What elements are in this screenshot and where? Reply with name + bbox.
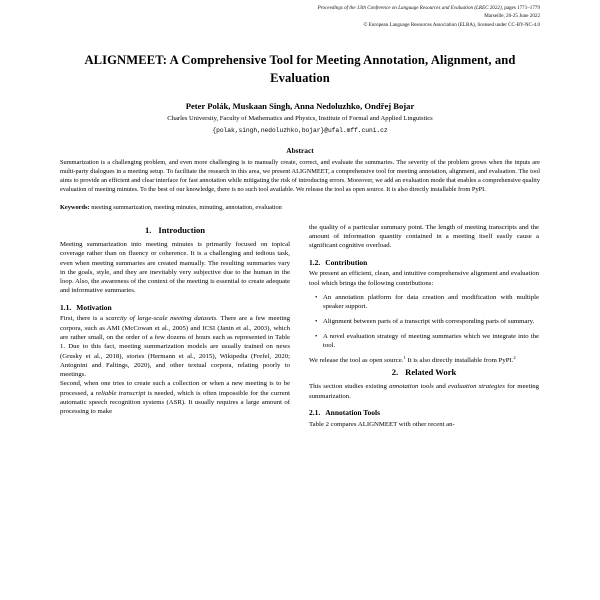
related-work-mid: and — [433, 383, 448, 391]
abstract-body: Summarization is a challenging problem, and even more challenging is to manually create, correct, and evaluate the summaries. The severity of the problem grows when the inputs are multi-party dialogues in a meeting setup. To facilitate the research in this area, we present ALIGNMEET, a comprehensive tool for meeting annotation, alignment, and evaluation. The tool aims to provide an efficient and clear interface for fast annotation while mitigating the risk of introducing errors. Moreover, we add an evaluation mode that enables a comprehensive quality evaluation of meeting minutes. To the best of our knowledge, there is no such tool available. We release the tool as open source. It is also directly installable from PyPI. — [60, 158, 540, 193]
keywords-value: meeting summarization, meeting minutes, minuting, annotation, evaluation — [89, 203, 282, 211]
motivation-p2-emphasis: reliable transcript — [95, 389, 146, 397]
release-text-rest: It is also directly installable from PyPI. — [405, 356, 514, 364]
abstract-heading: Abstract — [286, 145, 314, 155]
author-list: Peter Polák, Muskaan Singh, Anna Nedoluzhko, Ondřej Bojar — [185, 101, 415, 111]
release-text-lead: We release the tool as open source. — [309, 356, 404, 364]
subsection-number: 2.1. — [309, 407, 321, 417]
footnote-marker-2[interactable]: 2 — [513, 354, 516, 360]
section-title: Introduction — [158, 224, 206, 235]
section-number: 2. — [391, 367, 399, 378]
footnote-marker-1[interactable]: 1 — [403, 354, 406, 360]
proceedings-line — [60, 4, 540, 12]
body-columns — [0, 223, 600, 553]
publication-header — [0, 0, 600, 29]
contribution-paragraph-1: We present an efficient, clean, and intuitive comprehensive alignment and evaluation tool which brings the following contributions: — [309, 270, 539, 287]
authors-block — [0, 100, 600, 136]
subsection-number: 1.1. — [60, 302, 72, 312]
affiliation: Charles University, Faculty of Mathematics and Physics, Institute of Formal and Applied Linguistics — [167, 114, 433, 122]
abstract-block — [0, 146, 600, 212]
list-item: • A novel evaluation strategy of meeting summaries which we integrate into the tool. — [323, 332, 539, 351]
keywords-line — [60, 203, 540, 212]
introduction-paragraph: Meeting summarization into meeting minutes is primarily focused on topical coverage rather than on fluency or coherence. It is a challenging and tedious task, even when meeting summaries are created manually. The resulting summaries vary in the goals, style, and they are inevitably very subjective due to the human in the loop. Also, the awareness of the context of the meeting is essential to create adequate and informative summaries. — [60, 241, 290, 295]
subsection-title: Annotation Tools — [325, 407, 381, 417]
title-block — [0, 51, 600, 88]
contribution-bullet-list — [309, 293, 539, 350]
left-column — [60, 223, 290, 553]
section-number: 1. — [144, 224, 152, 235]
related-work-emphasis-1: annotation tools — [389, 383, 434, 391]
list-item: • Alignment between parts of a transcript with corresponding parts of summary. — [323, 317, 539, 326]
related-work-tail: for meeting summarization. — [309, 383, 539, 400]
list-item: • An annotation platform for data creation and modification with multiple speaker support. — [323, 293, 539, 312]
subsection-title: Motivation — [76, 302, 112, 312]
conference-location-date: Marseille, 20-25 June 2022 — [484, 13, 540, 20]
right-column-continuation: the quality of a particular summary point. The length of meeting transcripts and the amount of information quantity contained in a meeting itself easily cause a significant cognitive overload. — [309, 223, 539, 250]
section-heading-introduction — [60, 225, 290, 236]
copyright-license: © European Language Resources Association (ELRA), licensed under CC-BY-NC-4.0 — [363, 21, 540, 28]
motivation-p1-emphasis: scarcity of large-scale meeting datasets. — [105, 315, 218, 323]
motivation-paragraph-1 — [60, 314, 290, 379]
section-heading-motivation — [60, 303, 290, 313]
page-title: ALIGNMEET: A Comprehensive Tool for Meeting Annotation, Alignment, and Evaluation — [84, 52, 516, 86]
motivation-p2-lead: Second, when one tries to create such a collection or when a new meeting is to be processed, a — [60, 380, 290, 397]
related-work-lead: This section studies existing — [309, 383, 390, 391]
motivation-p1-rest: There are a few meeting corpora, such as AMI (McCowan et al., 2005) and ICSI (Janin et al., 2003), which are rather small, on the order of a few dozens of hours each as represented in Table 1. Due to this fact, meeting summarization models are usually trained on news (Grusky et al., 2018), stories (Hermann et al., 2015), Wikipedia (Frefel, 2020; Antognini and Faltings, 2020), and other textual corpora, relating poorly to meetings. — [60, 315, 290, 379]
contribution-paragraph-2 — [309, 356, 539, 365]
related-work-emphasis-2: evaluation strategies — [447, 383, 505, 391]
section-heading-annotation-tools — [309, 408, 539, 418]
section-heading-related-work — [309, 367, 539, 378]
annotation-tools-paragraph: Table 2 compares ALIGNMEET with other recent an- — [309, 420, 455, 428]
motivation-paragraph-2 — [60, 379, 290, 416]
proceedings-title: Proceedings of the 13th Conference on Language Resources and Evaluation (LREC 2022) — [317, 5, 502, 11]
motivation-p1-lead: First, there is a — [60, 315, 106, 323]
author-emails: {polak,singh,nedoluzhko,bojar}@ufal.mff.cuni.cz — [212, 126, 388, 134]
right-column — [309, 223, 539, 553]
proceedings-pages: , pages 1771–1779 — [501, 5, 540, 11]
subsection-title: Contribution — [325, 257, 368, 267]
keywords-label: Keywords: — [60, 203, 90, 211]
related-work-paragraph — [309, 382, 539, 401]
subsection-number: 1.2. — [309, 257, 321, 267]
section-heading-contribution — [309, 258, 539, 268]
motivation-p2-rest: is needed, which is often impossible for the current automatic speech recognition systems (ASR). It usually requires a large amount of processing to make — [60, 389, 290, 416]
section-title: Related Work — [405, 367, 457, 378]
